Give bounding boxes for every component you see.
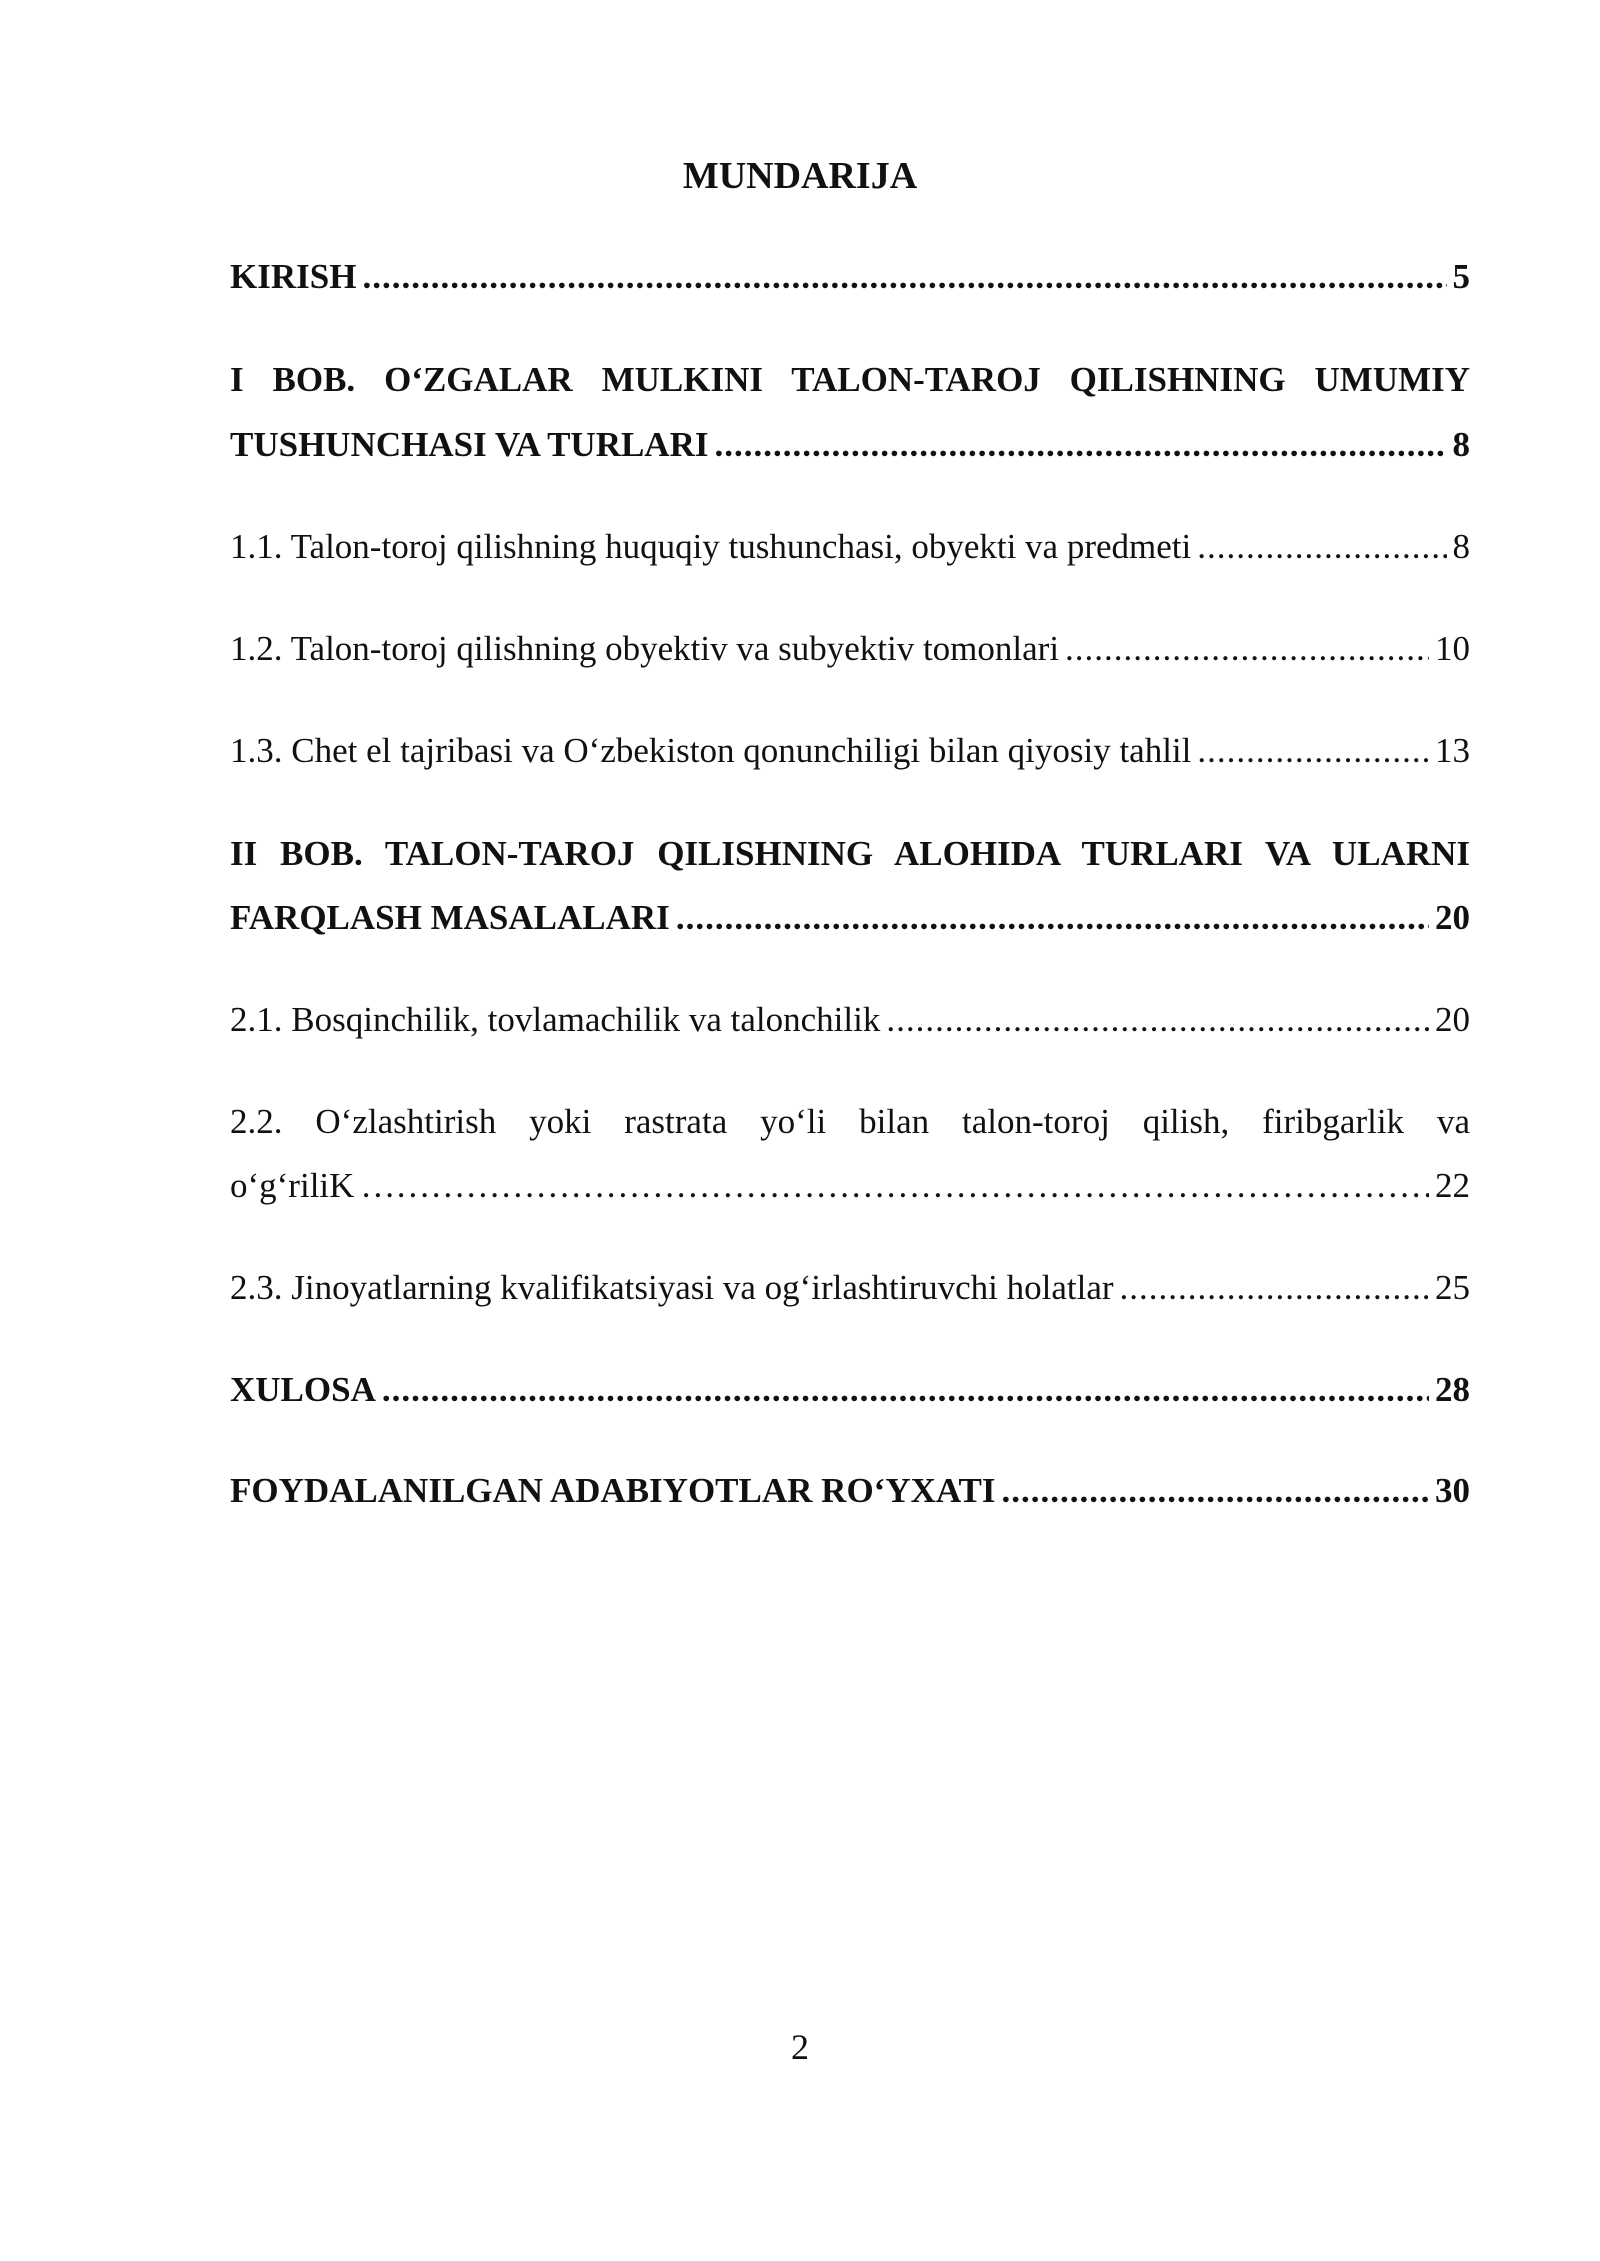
toc-dot-leader: [886, 992, 1429, 1048]
toc-dot-leader: [714, 417, 1446, 473]
toc-page-number: 25: [1435, 1268, 1470, 1307]
toc-dot-leader: [1197, 519, 1446, 575]
toc-entry-label: 1.3. Chet el tajribasi va O‘zbekiston qonunchiligi bilan qiyosiy tahlil: [230, 731, 1192, 770]
toc-dot-leader: [362, 249, 1446, 305]
toc-page-number: 20: [1435, 898, 1470, 937]
toc-page-number: 20: [1435, 1000, 1470, 1039]
toc-entry-bibliography: [230, 1463, 1470, 1519]
toc-entry-chapter-2-line1: II BOB. TALON-TAROJ QILISHNING ALOHIDA TURLARI VA ULARNI: [230, 834, 1470, 873]
toc-entry-2-1: [230, 992, 1470, 1048]
toc-page-number: 8: [1452, 527, 1470, 566]
toc-entry-1-3: [230, 723, 1470, 779]
toc-page-number: 13: [1435, 731, 1470, 770]
toc-entry-label: XULOSA: [230, 1370, 376, 1409]
toc-dot-leader: [1120, 1260, 1429, 1316]
toc-entry-label: FOYDALANILGAN ADABIYOTLAR RO‘YXATI: [230, 1471, 996, 1510]
toc-entry-label: 1.1. Talon-toroj qilishning huquqiy tushunchasi, obyekti va predmeti: [230, 527, 1192, 566]
page-number: 2: [791, 2027, 809, 2067]
toc-page-number: 10: [1435, 629, 1470, 668]
toc-entry-2-3: [230, 1260, 1470, 1316]
toc-entry-label: o‘g‘riliK: [230, 1166, 355, 1205]
toc-entry-label: 2.1. Bosqinchilik, tovlamachilik va talonchilik: [230, 1000, 881, 1039]
toc-entry-label: 2.3. Jinoyatlarning kvalifikatsiyasi va og‘irlashtiruvchi holatlar: [230, 1268, 1114, 1307]
toc-entry-chapter-1: [230, 417, 1470, 473]
toc-entry-kirish: [230, 249, 1470, 305]
toc-dot-leader: [1002, 1463, 1429, 1519]
toc-page-number: 5: [1452, 257, 1470, 296]
toc-entry-label: TUSHUNCHASI VA TURLARI: [230, 425, 709, 464]
toc-heading: MUNDARIJA: [682, 155, 918, 197]
toc-entry-label: KIRISH: [230, 257, 357, 296]
toc-entry-1-1: [230, 519, 1470, 575]
toc-dot-leader: [1065, 621, 1429, 677]
toc-dot-leader: [360, 1158, 1429, 1214]
toc-page-number: 8: [1452, 425, 1470, 464]
toc-page-number: 28: [1435, 1370, 1470, 1409]
toc-dot-leader: [1197, 723, 1429, 779]
toc-entry-label: FARQLASH MASALALARI: [230, 898, 670, 937]
toc-dot-leader: [676, 890, 1429, 946]
toc-entry-chapter-2: [230, 890, 1470, 946]
toc-entry-2-2: [230, 1158, 1470, 1214]
toc-entry-chapter-1-line1: I BOB. O‘ZGALAR MULKINI TALON-TAROJ QILISHNING UMUMIY: [230, 360, 1470, 399]
toc-dot-leader: [382, 1362, 1429, 1418]
toc-page-number: 22: [1435, 1166, 1470, 1205]
toc-entry-1-2: [230, 621, 1470, 677]
toc-entry-xulosa: [230, 1362, 1470, 1418]
toc-page-number: 30: [1435, 1471, 1470, 1510]
toc-entry-label: 1.2. Talon-toroj qilishning obyektiv va subyektiv tomonlari: [230, 629, 1060, 668]
toc-entry-2-2-line1: 2.2. O‘zlashtirish yoki rastrata yo‘li bilan talon-toroj qilish, firibgarlik va: [230, 1102, 1470, 1141]
